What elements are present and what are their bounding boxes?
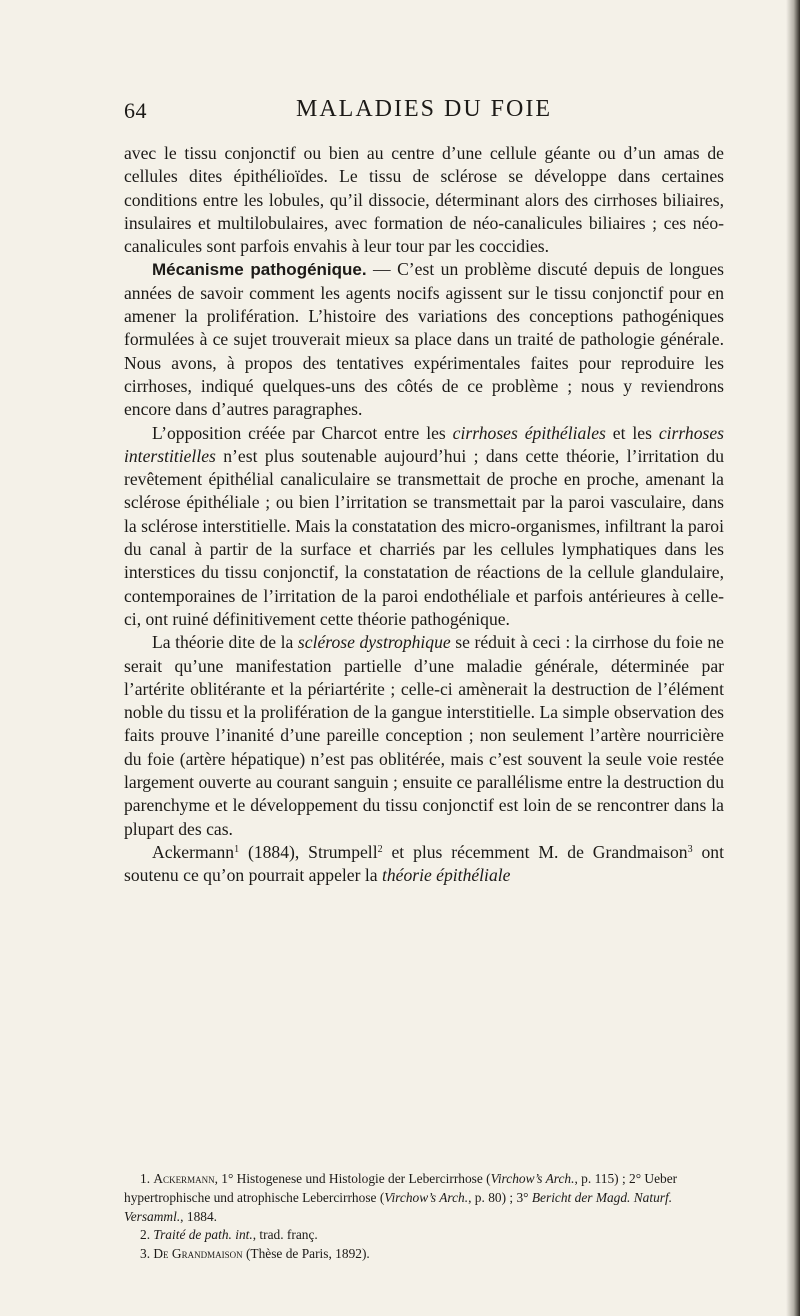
italic-term: Bericht der Magd. Naturf. Versamml. bbox=[124, 1189, 673, 1224]
paragraph-1 bbox=[124, 142, 724, 258]
section-heading: Mécanisme pathogénique. bbox=[152, 260, 367, 280]
paragraph-2 bbox=[124, 258, 724, 421]
text-run: L’opposition créée par Charcot entre les bbox=[152, 422, 453, 443]
footnotes bbox=[124, 1170, 724, 1264]
text-run: et plus récemment M. de Grandmaison bbox=[382, 841, 688, 862]
running-title: MALADIES DU FOIE bbox=[296, 96, 552, 122]
text-run: , 1° Histogenese und Histologie der Lebercirrhose ( bbox=[214, 1171, 491, 1186]
page-number: 64 bbox=[124, 98, 147, 123]
text-run: ont soutenu ce qu’on pourrait appeler la bbox=[124, 841, 724, 886]
text-run: se réduit à ceci : la cirrhose du foie ne serait qu’une manifestation partielle d’une maladie générale, déterminée par l’artérite oblitérante et la périartérite ; celle-ci amènerait la destruction de l’élément noble du tissu et la prolifération de la gangue interstitielle. La simple observation des faits prouve l’inanité d’une pareille conception ; non seulement l’artère nourricière du foie (artère hépatique) n’est pas oblitérée, mais c’est souvent la seule voie restée largement ouverte au courant sanguin ; ensuite ce parallélisme entre la destruction du parenchyme et le développement du tissu conjonctif est loin de se rencontrer dans la plupart des cas. bbox=[124, 632, 724, 839]
italic-term: théorie épithéliale bbox=[381, 865, 511, 886]
text-run: , p. 115) ; 2° Ueber hypertrophische und atrophische Lebercirrhose ( bbox=[124, 1171, 678, 1205]
footnote-number: 3. bbox=[140, 1246, 154, 1262]
footnote-author: Ackermann bbox=[153, 1171, 215, 1186]
paragraph-5 bbox=[124, 841, 724, 888]
italic-term: Virchow’s Arch. bbox=[490, 1171, 575, 1186]
footnote-author: De Grandmaison bbox=[153, 1246, 243, 1262]
paragraph-text: avec le tissu conjonctif ou bien au centre d’une cellule géante ou d’un amas de cellules dites épithélioïdes. Le tissu de sclérose se développe dans certaines conditions entre les lobules, qu’il dissocie, déterminant alors des cirrhoses biliaires, insulaires et multilobulaires, avec formation de néo-canalicules biliaires ; ces néo-canalicules sont parfois envahis à leur tour par les coccidies. bbox=[124, 143, 724, 257]
footnote-1 bbox=[124, 1170, 724, 1226]
paragraph-3 bbox=[124, 422, 724, 632]
text-run: La théorie dite de la bbox=[152, 632, 298, 653]
footnote-number: 1. bbox=[140, 1171, 154, 1186]
text-run: , p. 80) ; 3° bbox=[468, 1189, 532, 1205]
text-run: (Thèse de Paris, 1892). bbox=[242, 1246, 370, 1262]
italic-term: cirrhoses épithéliales bbox=[452, 422, 606, 443]
italic-term: Virchow’s Arch. bbox=[384, 1189, 469, 1205]
footnote-ref: 1 bbox=[234, 843, 240, 855]
text-run: , trad. franç. bbox=[252, 1227, 318, 1243]
page-edge-shadow bbox=[786, 0, 800, 1316]
page-header bbox=[124, 92, 724, 132]
footnote-ref: 3 bbox=[687, 843, 693, 855]
text-run: n’est plus soutenable aujourd’hui ; dans cette théorie, l’irritation du revêtement épithélial canaliculaire se transmettait de proche en proche, amenant la sclérose épithéliale ; ou bien l’irritation se transmettait par la paroi vasculaire, dans la sclérose interstitielle. Mais la constatation des micro-organismes, infiltrant la paroi du canal à partir de la surface et charriés par les cellules lymphatiques dans les interstices du tissu conjonctif, la constatation de réactions de la cellule glandulaire, contemporaines de l’irritation de la paroi endothéliale et parfois antérieures à celle-ci, ont ruiné définitivement cette théorie pathogénique. bbox=[124, 445, 724, 629]
footnote-number: 2. bbox=[140, 1227, 154, 1243]
body-text bbox=[124, 142, 724, 888]
footnote-3 bbox=[124, 1245, 724, 1264]
footnote-ref: 2 bbox=[377, 843, 383, 855]
text-run: , 1884. bbox=[180, 1208, 217, 1224]
italic-term: Traité de path. int. bbox=[153, 1227, 253, 1243]
text-run: Ackermann bbox=[152, 841, 235, 862]
italic-term: cirrhoses interstitielles bbox=[124, 422, 724, 466]
text-run: (1884), Strumpell bbox=[239, 841, 378, 862]
text-run: et les bbox=[605, 422, 659, 443]
italic-term: sclérose dystrophique bbox=[297, 632, 451, 653]
paragraph-4 bbox=[124, 631, 724, 841]
paragraph-text: — C’est un problème discuté depuis de longues années de savoir comment les agents nocifs agissent sur le tissu conjonctif pour en amener la prolifération. L’histoire des variations des conceptions pathogéniques formulées à ce sujet trouverait mieux sa place dans un traité de pathologie générale. Nous avons, à propos des tentatives expérimentales faites pour reproduire les cirrhoses, indiqué quelques-uns des côtés de ce problème ; nous y reviendrons encore dans d’autres paragraphes. bbox=[124, 259, 725, 420]
footnote-2 bbox=[124, 1226, 724, 1245]
